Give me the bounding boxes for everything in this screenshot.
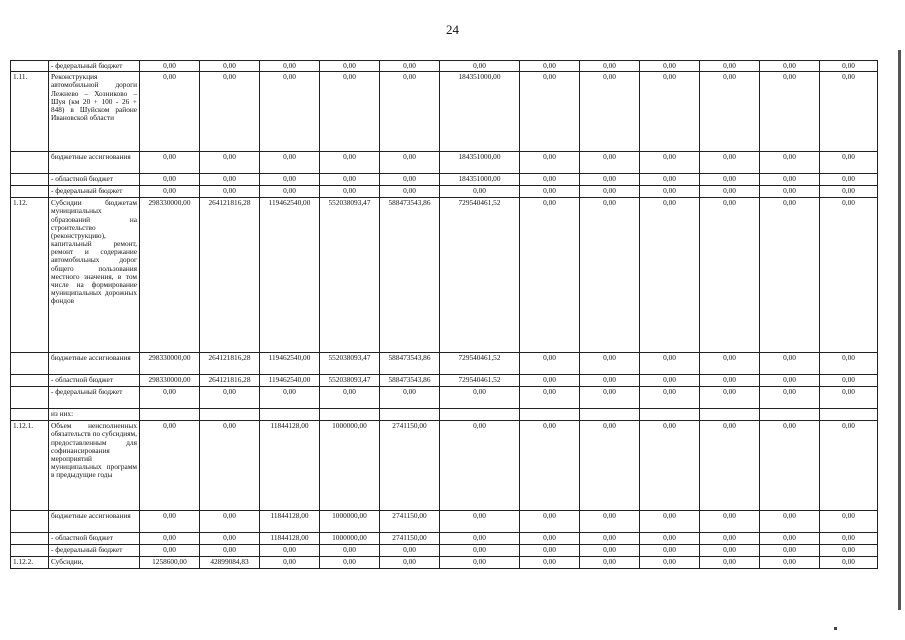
value-cell: 0,00 — [700, 533, 760, 545]
table-row — [11, 409, 878, 421]
row-label: Объем неисполненных обязательств по субсидиям, предоставленным для софинансирования мероприятий муниципальных программ в предыдущие годы — [49, 421, 140, 511]
value-cell: 0,00 — [820, 545, 878, 557]
value-cell: 729540461,52 — [440, 353, 520, 375]
row-code — [11, 152, 49, 174]
value-cell: 0,00 — [820, 375, 878, 387]
value-cell: 0,00 — [700, 557, 760, 569]
value-cell: 0,00 — [200, 174, 260, 186]
row-label: бюджетные ассигнования — [49, 353, 140, 375]
value-cell: 0,00 — [440, 511, 520, 533]
value-cell: 264121816,28 — [200, 353, 260, 375]
value-cell: 0,00 — [200, 533, 260, 545]
value-cell: 729540461,52 — [440, 198, 520, 353]
value-cell: 0,00 — [520, 61, 580, 72]
value-cell: 0,00 — [580, 533, 640, 545]
value-cell: 0,00 — [520, 545, 580, 557]
value-cell: 0,00 — [320, 545, 380, 557]
value-cell: 0,00 — [820, 421, 878, 511]
value-cell: 1258600,00 — [140, 557, 200, 569]
value-cell: 0,00 — [380, 174, 440, 186]
row-code — [11, 545, 49, 557]
value-cell: 119462540,00 — [260, 198, 320, 353]
row-label: бюджетные ассигнования — [49, 511, 140, 533]
value-cell: 0,00 — [140, 511, 200, 533]
value-cell: 1000000,00 — [320, 421, 380, 511]
value-cell: 0,00 — [140, 152, 200, 174]
value-cell: 0,00 — [580, 387, 640, 409]
value-cell: 264121816,28 — [200, 198, 260, 353]
value-cell: 119462540,00 — [260, 353, 320, 375]
value-cell: 0,00 — [200, 152, 260, 174]
scan-edge — [898, 50, 901, 610]
value-cell: 0,00 — [380, 152, 440, 174]
value-cell: 0,00 — [700, 511, 760, 533]
value-cell: 0,00 — [140, 387, 200, 409]
value-cell: 0,00 — [760, 511, 820, 533]
value-cell — [440, 409, 520, 421]
value-cell: 0,00 — [380, 72, 440, 152]
value-cell: 0,00 — [380, 387, 440, 409]
value-cell: 0,00 — [820, 198, 878, 353]
value-cell: 0,00 — [640, 198, 700, 353]
value-cell: 0,00 — [760, 375, 820, 387]
value-cell: 0,00 — [520, 174, 580, 186]
value-cell: 0,00 — [760, 61, 820, 72]
value-cell: 0,00 — [640, 511, 700, 533]
value-cell: 0,00 — [260, 387, 320, 409]
row-code: 1.11. — [11, 72, 49, 152]
row-code: 1.12.1. — [11, 421, 49, 511]
value-cell — [260, 409, 320, 421]
value-cell: 0,00 — [640, 72, 700, 152]
value-cell: 0,00 — [580, 353, 640, 375]
value-cell: 0,00 — [320, 557, 380, 569]
value-cell: 0,00 — [520, 533, 580, 545]
value-cell: 0,00 — [820, 61, 878, 72]
value-cell: 0,00 — [140, 72, 200, 152]
value-cell: 0,00 — [700, 186, 760, 198]
row-label: - федеральный бюджет — [49, 387, 140, 409]
value-cell: 0,00 — [760, 533, 820, 545]
value-cell: 0,00 — [520, 152, 580, 174]
value-cell: 2741150,00 — [380, 511, 440, 533]
value-cell: 0,00 — [260, 545, 320, 557]
value-cell: 0,00 — [640, 375, 700, 387]
row-label: из них: — [49, 409, 140, 421]
value-cell: 588473543,86 — [380, 198, 440, 353]
value-cell: 0,00 — [320, 152, 380, 174]
row-label: - федеральный бюджет — [49, 186, 140, 198]
table-row — [11, 387, 878, 409]
value-cell: 42899084,83 — [200, 557, 260, 569]
value-cell: 184351000,00 — [440, 152, 520, 174]
value-cell: 0,00 — [260, 152, 320, 174]
value-cell — [380, 409, 440, 421]
row-code: 1.12.2. — [11, 557, 49, 569]
table-row — [11, 186, 878, 198]
value-cell: 0,00 — [700, 152, 760, 174]
value-cell: 0,00 — [200, 387, 260, 409]
row-code: 1.12. — [11, 198, 49, 353]
value-cell: 0,00 — [440, 421, 520, 511]
value-cell: 0,00 — [260, 61, 320, 72]
value-cell: 0,00 — [700, 375, 760, 387]
value-cell: 0,00 — [320, 186, 380, 198]
table-row — [11, 545, 878, 557]
row-label: Субсидии бюджетам муниципальных образований на строительство (реконструкцию), капитальный ремонт, ремонт и содержание автомобильных дорог общего пользования местного значения, в том числе на формирование муниципальных дорожных фондов — [49, 198, 140, 353]
row-code — [11, 409, 49, 421]
value-cell: 0,00 — [820, 174, 878, 186]
value-cell: 2741150,00 — [380, 421, 440, 511]
row-label: бюджетные ассигнования — [49, 152, 140, 174]
row-code — [11, 533, 49, 545]
value-cell: 0,00 — [580, 557, 640, 569]
value-cell: 0,00 — [820, 511, 878, 533]
value-cell — [700, 409, 760, 421]
value-cell: 0,00 — [700, 353, 760, 375]
value-cell: 0,00 — [700, 421, 760, 511]
value-cell: 0,00 — [640, 61, 700, 72]
value-cell: 0,00 — [440, 533, 520, 545]
value-cell: 0,00 — [760, 72, 820, 152]
value-cell: 0,00 — [520, 375, 580, 387]
value-cell: 0,00 — [320, 387, 380, 409]
value-cell: 264121816,28 — [200, 375, 260, 387]
row-label: Субсидии, — [49, 557, 140, 569]
value-cell: 0,00 — [580, 545, 640, 557]
value-cell: 0,00 — [700, 545, 760, 557]
value-cell — [320, 409, 380, 421]
value-cell: 0,00 — [640, 152, 700, 174]
table-row — [11, 353, 878, 375]
value-cell: 0,00 — [140, 174, 200, 186]
value-cell: 0,00 — [580, 421, 640, 511]
value-cell: 0,00 — [200, 511, 260, 533]
value-cell: 0,00 — [760, 152, 820, 174]
value-cell: 0,00 — [260, 186, 320, 198]
value-cell — [520, 409, 580, 421]
value-cell: 298330000,00 — [140, 375, 200, 387]
value-cell: 0,00 — [440, 545, 520, 557]
value-cell: 552038093,47 — [320, 375, 380, 387]
value-cell: 0,00 — [520, 557, 580, 569]
value-cell: 0,00 — [760, 387, 820, 409]
value-cell: 0,00 — [380, 545, 440, 557]
value-cell: 298330000,00 — [140, 353, 200, 375]
value-cell: 0,00 — [580, 152, 640, 174]
value-cell: 552038093,47 — [320, 198, 380, 353]
value-cell: 0,00 — [700, 174, 760, 186]
row-label: - областной бюджет — [49, 174, 140, 186]
value-cell: 0,00 — [200, 421, 260, 511]
value-cell: 0,00 — [140, 61, 200, 72]
scan-mark — [834, 627, 837, 630]
value-cell: 0,00 — [640, 545, 700, 557]
value-cell: 0,00 — [520, 72, 580, 152]
value-cell: 0,00 — [520, 186, 580, 198]
table-row — [11, 375, 878, 387]
value-cell: 0,00 — [580, 72, 640, 152]
value-cell: 0,00 — [760, 353, 820, 375]
value-cell: 0,00 — [380, 557, 440, 569]
value-cell: 588473543,86 — [380, 353, 440, 375]
value-cell: 184351000,00 — [440, 174, 520, 186]
value-cell: 0,00 — [760, 557, 820, 569]
value-cell: 0,00 — [820, 387, 878, 409]
table-row — [11, 511, 878, 533]
value-cell: 0,00 — [820, 353, 878, 375]
value-cell: 0,00 — [640, 387, 700, 409]
value-cell: 11844128,00 — [260, 533, 320, 545]
value-cell: 0,00 — [140, 545, 200, 557]
value-cell: 0,00 — [140, 421, 200, 511]
row-code — [11, 174, 49, 186]
value-cell: 0,00 — [580, 511, 640, 533]
value-cell: 0,00 — [520, 387, 580, 409]
value-cell: 0,00 — [760, 198, 820, 353]
value-cell: 0,00 — [440, 387, 520, 409]
value-cell: 0,00 — [760, 186, 820, 198]
row-code — [11, 61, 49, 72]
row-code — [11, 186, 49, 198]
value-cell: 0,00 — [700, 61, 760, 72]
value-cell: 11844128,00 — [260, 511, 320, 533]
value-cell: 552038093,47 — [320, 353, 380, 375]
table-row — [11, 152, 878, 174]
row-label: - федеральный бюджет — [49, 61, 140, 72]
value-cell: 0,00 — [700, 387, 760, 409]
value-cell: 0,00 — [820, 152, 878, 174]
value-cell: 1000000,00 — [320, 511, 380, 533]
value-cell: 0,00 — [580, 61, 640, 72]
row-code — [11, 511, 49, 533]
table-row — [11, 198, 878, 353]
value-cell: 0,00 — [380, 186, 440, 198]
value-cell: 0,00 — [760, 545, 820, 557]
value-cell — [640, 409, 700, 421]
row-code — [11, 375, 49, 387]
value-cell: 0,00 — [320, 174, 380, 186]
page-number: 24 — [446, 22, 459, 37]
value-cell: 0,00 — [580, 375, 640, 387]
value-cell — [140, 409, 200, 421]
value-cell: 0,00 — [200, 72, 260, 152]
value-cell: 0,00 — [820, 186, 878, 198]
value-cell: 0,00 — [320, 72, 380, 152]
value-cell: 0,00 — [260, 72, 320, 152]
value-cell: 0,00 — [320, 61, 380, 72]
value-cell: 0,00 — [520, 421, 580, 511]
row-label: - областной бюджет — [49, 533, 140, 545]
value-cell: 0,00 — [640, 533, 700, 545]
value-cell: 11844128,00 — [260, 421, 320, 511]
value-cell — [820, 409, 878, 421]
value-cell: 0,00 — [380, 61, 440, 72]
row-label: - областной бюджет — [49, 375, 140, 387]
value-cell: 1000000,00 — [320, 533, 380, 545]
value-cell: 0,00 — [820, 533, 878, 545]
table-body — [11, 61, 878, 569]
value-cell: 0,00 — [520, 198, 580, 353]
table-row — [11, 557, 878, 569]
value-cell: 0,00 — [820, 557, 878, 569]
value-cell — [760, 409, 820, 421]
value-cell: 0,00 — [760, 174, 820, 186]
value-cell: 2741150,00 — [380, 533, 440, 545]
table-row — [11, 72, 878, 152]
value-cell: 119462540,00 — [260, 375, 320, 387]
value-cell: 0,00 — [260, 174, 320, 186]
table-row — [11, 174, 878, 186]
value-cell: 0,00 — [440, 186, 520, 198]
value-cell: 588473543,86 — [380, 375, 440, 387]
value-cell: 0,00 — [700, 72, 760, 152]
value-cell: 0,00 — [640, 353, 700, 375]
value-cell: 0,00 — [700, 198, 760, 353]
value-cell: 0,00 — [140, 186, 200, 198]
value-cell: 0,00 — [580, 174, 640, 186]
value-cell: 0,00 — [260, 557, 320, 569]
value-cell: 0,00 — [440, 61, 520, 72]
value-cell — [200, 409, 260, 421]
row-code — [11, 387, 49, 409]
value-cell: 0,00 — [200, 61, 260, 72]
value-cell: 0,00 — [520, 511, 580, 533]
value-cell: 729540461,52 — [440, 375, 520, 387]
budget-table — [10, 60, 878, 569]
value-cell: 0,00 — [200, 545, 260, 557]
value-cell: 0,00 — [200, 186, 260, 198]
row-label: Реконструкция автомобильной дороги Лежнево – Хозниково – Шуя (км 20 + 100 - 26 + 848) в Шуйском районе Ивановской области — [49, 72, 140, 152]
value-cell: 0,00 — [440, 557, 520, 569]
value-cell: 0,00 — [640, 174, 700, 186]
row-label: - федеральный бюджет — [49, 545, 140, 557]
value-cell: 0,00 — [640, 557, 700, 569]
value-cell: 0,00 — [760, 421, 820, 511]
value-cell: 0,00 — [520, 353, 580, 375]
value-cell: 0,00 — [580, 198, 640, 353]
row-code — [11, 353, 49, 375]
value-cell: 0,00 — [640, 421, 700, 511]
table-row — [11, 61, 878, 72]
table-row — [11, 421, 878, 511]
value-cell: 0,00 — [580, 186, 640, 198]
value-cell: 0,00 — [640, 186, 700, 198]
value-cell: 0,00 — [820, 72, 878, 152]
value-cell: 0,00 — [140, 533, 200, 545]
value-cell — [580, 409, 640, 421]
value-cell: 184351000,00 — [440, 72, 520, 152]
value-cell: 298330000,00 — [140, 198, 200, 353]
table-row — [11, 533, 878, 545]
